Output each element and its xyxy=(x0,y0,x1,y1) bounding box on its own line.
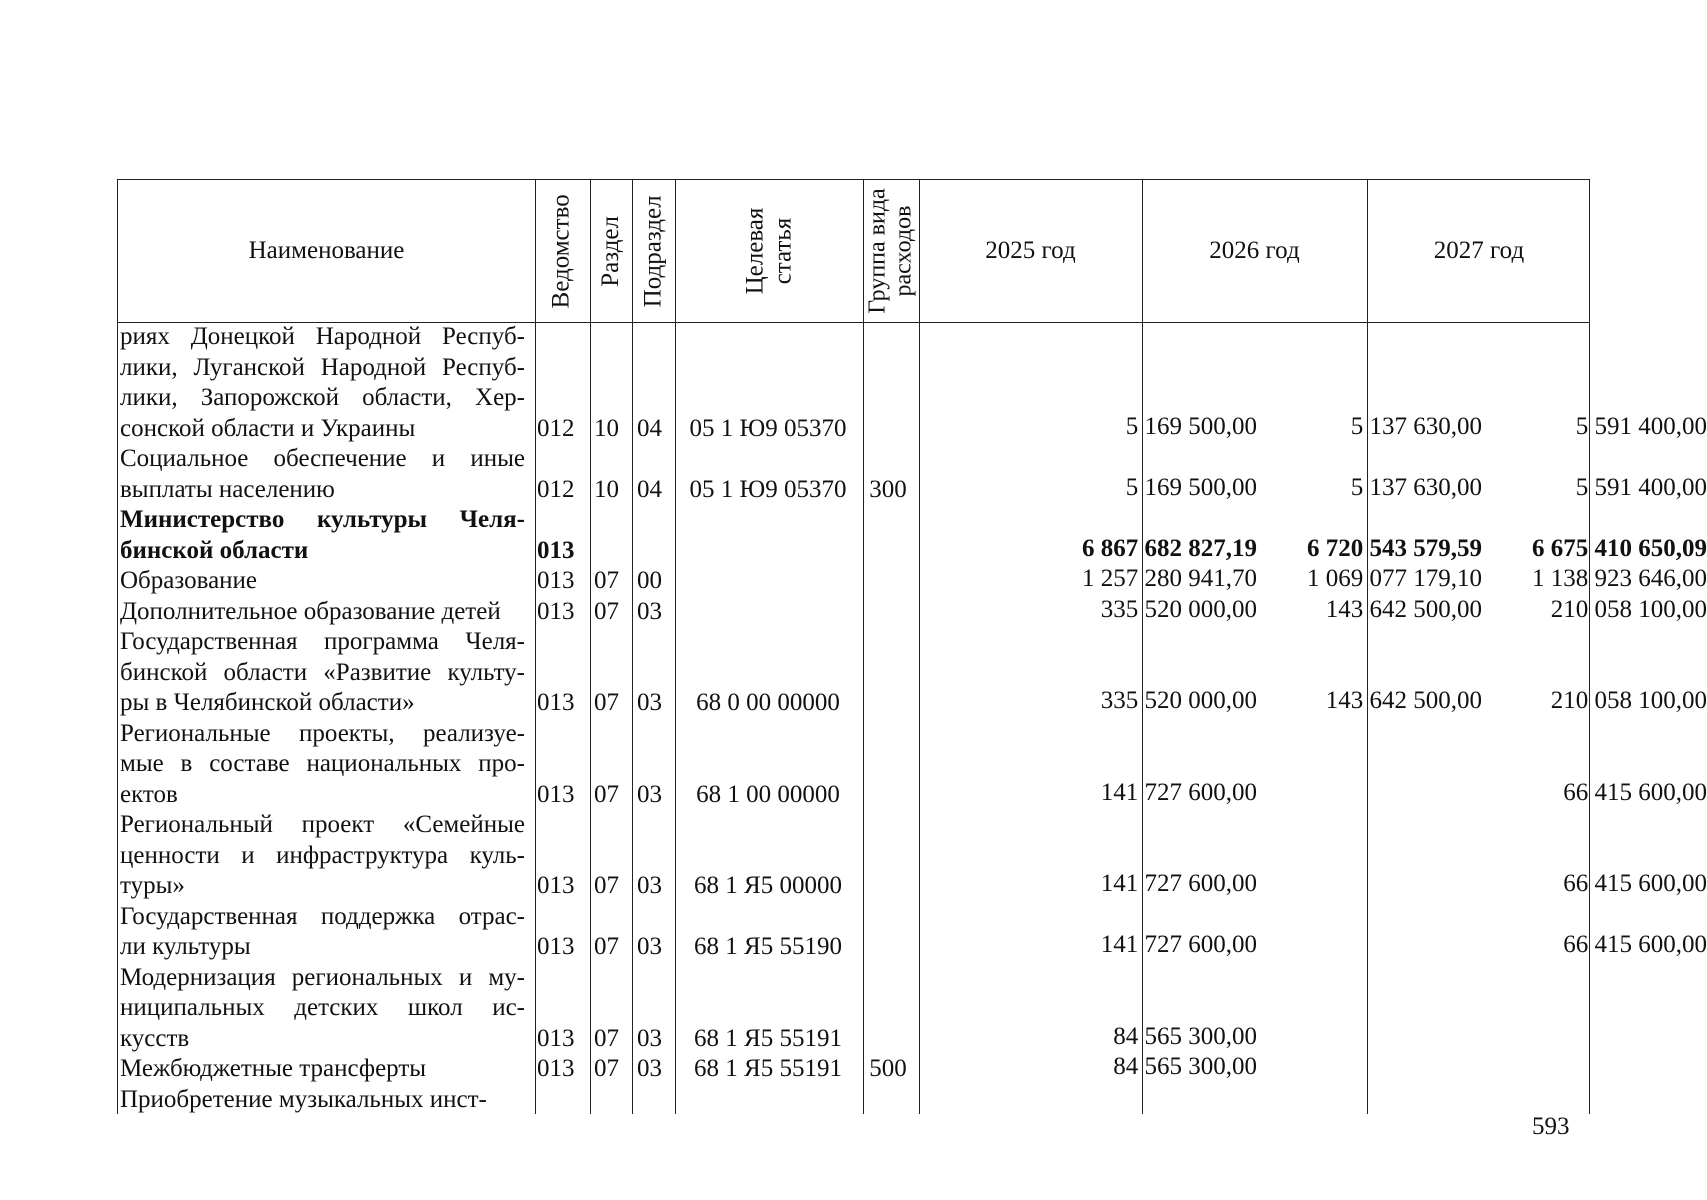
header-celevaya-line2: статья xyxy=(768,217,796,285)
row-ved: 013 xyxy=(537,1024,575,1052)
row-name xyxy=(120,902,525,963)
row-podrazdel: 03 xyxy=(637,597,662,625)
row-amount-2025: 5 169 500,00 xyxy=(1125,473,1257,501)
table-row xyxy=(118,1085,1591,1116)
row-ved: 012 xyxy=(537,414,575,442)
row-amount-2025: 84 565 300,00 xyxy=(1113,1022,1257,1050)
row-amount-2025: 6 867 682 827,19 xyxy=(1082,534,1257,562)
row-name-line: мые в составе национальных про- xyxy=(120,750,525,777)
row-name-line: ниципальных детских школ ис- xyxy=(120,994,525,1021)
row-celevaya: 68 1 Я5 00000 xyxy=(694,872,842,899)
header-ved-label: Ведомство xyxy=(548,193,576,309)
row-razdel: 07 xyxy=(594,1055,619,1082)
table-row xyxy=(118,565,1707,597)
row-name xyxy=(120,566,525,597)
row-name xyxy=(120,963,525,1055)
header-razdel xyxy=(590,180,632,322)
row-amount-2025: 335 520 000,00 xyxy=(1100,687,1257,714)
row-celevaya: 05 1 Ю9 05370 xyxy=(689,414,847,442)
row-razdel: 07 xyxy=(594,689,619,716)
row-ved: 013 xyxy=(537,933,575,960)
row-name-line: Образование xyxy=(120,567,258,594)
header-gruppa-line2: расходов xyxy=(891,205,917,297)
row-razdel: 10 xyxy=(594,414,619,442)
row-celevaya: 68 0 00 00000 xyxy=(696,689,840,716)
header-2027 xyxy=(1367,180,1591,322)
row-name-line: Дополнительное образование детей xyxy=(120,597,501,625)
row-name-line: выплаты населению xyxy=(120,475,335,503)
header-ved xyxy=(535,180,590,322)
row-name-line: Межбюджетные трансферты xyxy=(120,1055,427,1082)
row-amount-2027: 5 591 400,00 xyxy=(1575,412,1707,440)
row-amount-2026: 5 137 630,00 xyxy=(1350,412,1482,440)
row-name xyxy=(120,505,525,566)
row-name xyxy=(120,719,525,811)
row-podrazdel: 00 xyxy=(637,567,662,594)
table-row xyxy=(118,902,1707,963)
row-amount-2026: 5 137 630,00 xyxy=(1350,473,1482,501)
table-row xyxy=(118,810,1707,902)
header-2026 xyxy=(1142,180,1367,322)
row-amount-2027: 66 415 600,00 xyxy=(1563,870,1707,897)
row-podrazdel: 03 xyxy=(637,1024,662,1052)
row-gruppa: 300 xyxy=(869,475,907,503)
row-amount-2025: 141 727 600,00 xyxy=(1100,870,1257,897)
header-celevaya-label xyxy=(741,208,797,295)
row-razdel: 10 xyxy=(594,475,619,503)
row-name-line: Приобретение музыкальных инст- xyxy=(120,1085,487,1113)
row-ved: 013 xyxy=(537,536,575,564)
row-name-line: Региональные проекты, реализуе- xyxy=(120,719,525,747)
row-amount-2026: 6 720 543 579,59 xyxy=(1307,534,1482,562)
header-celevaya-line1: Целевая xyxy=(740,207,768,295)
row-gruppa: 500 xyxy=(869,1055,907,1082)
header-podrazdel-label: Подраздел xyxy=(639,195,667,307)
row-amount-2027: 66 415 600,00 xyxy=(1563,931,1707,958)
row-name-line: бинской области xyxy=(120,536,309,564)
row-amount-2025: 84 565 300,00 xyxy=(1113,1053,1257,1080)
row-name-line: лики, Запорожской области, Хер- xyxy=(120,384,525,411)
table-row xyxy=(118,963,1591,1055)
header-podrazdel xyxy=(632,180,675,322)
row-name xyxy=(120,810,525,902)
header-name xyxy=(118,180,535,322)
row-ved: 013 xyxy=(537,872,575,899)
row-celevaya: 68 1 Я5 55190 xyxy=(694,933,842,960)
header-gruppa-line1: Группа вида xyxy=(865,188,891,314)
row-celevaya: 68 1 Я5 55191 xyxy=(694,1024,842,1052)
header-gruppa-label xyxy=(865,188,917,313)
row-amount-2026: 1 069 077 179,10 xyxy=(1307,565,1482,592)
row-celevaya: 68 1 00 00000 xyxy=(696,780,840,808)
row-name-line: риях Донецкой Народной Респуб- xyxy=(120,323,525,350)
row-razdel: 07 xyxy=(594,872,619,899)
row-ved: 013 xyxy=(537,1055,575,1082)
row-ved: 013 xyxy=(537,689,575,716)
row-name xyxy=(120,627,525,719)
row-amount-2027: 210 058 100,00 xyxy=(1550,595,1707,623)
row-name-line: ектов xyxy=(120,780,178,808)
row-name-line: Социальное обеспечение и иные xyxy=(120,445,525,472)
row-name-line: Модернизация региональных и му- xyxy=(120,963,525,991)
row-amount-2025: 141 727 600,00 xyxy=(1100,778,1257,806)
table-row xyxy=(118,322,1707,444)
row-celevaya: 68 1 Я5 55191 xyxy=(694,1055,842,1082)
row-razdel: 07 xyxy=(594,567,619,594)
row-amount-2027: 210 058 100,00 xyxy=(1550,687,1707,714)
budget-table xyxy=(117,179,1707,1114)
row-amount-2027: 1 138 923 646,00 xyxy=(1532,565,1707,592)
row-name-line: туры» xyxy=(120,872,185,899)
row-podrazdel: 03 xyxy=(637,689,662,716)
row-podrazdel: 03 xyxy=(637,872,662,899)
row-celevaya: 05 1 Ю9 05370 xyxy=(689,475,847,503)
row-name xyxy=(120,597,525,628)
header-2026-label: 2026 год xyxy=(1209,236,1300,264)
row-podrazdel: 03 xyxy=(637,933,662,960)
row-name-line: ценности и инфраструктура куль- xyxy=(120,841,525,869)
header-gruppa xyxy=(863,180,919,322)
table-row xyxy=(118,1054,1591,1085)
row-ved: 013 xyxy=(537,597,575,625)
row-podrazdel: 03 xyxy=(637,1055,662,1082)
row-name-line: Региональный проект «Семейные xyxy=(120,811,525,838)
row-name-line: Государственная программа Челя- xyxy=(120,628,525,655)
row-amount-2027: 66 415 600,00 xyxy=(1563,778,1707,806)
row-podrazdel: 04 xyxy=(637,475,662,503)
header-2027-label: 2027 год xyxy=(1433,236,1525,264)
header-2025 xyxy=(919,180,1142,322)
table-row xyxy=(118,505,1707,566)
row-name xyxy=(120,1085,525,1116)
row-name-line: Государственная поддержка отрас- xyxy=(120,902,525,930)
row-razdel: 07 xyxy=(594,780,619,808)
row-amount-2027: 5 591 400,00 xyxy=(1575,473,1707,501)
row-name-line: Министерство культуры Челя- xyxy=(120,506,525,533)
row-razdel: 07 xyxy=(594,597,619,625)
row-amount-2026: 143 642 500,00 xyxy=(1325,687,1482,714)
row-amount-2025: 1 257 280 941,70 xyxy=(1082,565,1257,592)
row-razdel: 07 xyxy=(594,1024,619,1052)
row-name-line: ли культуры xyxy=(120,933,251,960)
table-row xyxy=(118,719,1707,811)
row-name-line: бинской области «Развитие культу- xyxy=(120,658,525,686)
row-amount-2027: 6 675 410 650,09 xyxy=(1532,534,1707,562)
row-name xyxy=(120,444,525,505)
row-ved: 013 xyxy=(537,567,575,594)
table-row xyxy=(118,444,1707,505)
header-2025-label: 2025 год xyxy=(985,236,1076,264)
header-celevaya xyxy=(675,180,863,322)
page-number: 593 xyxy=(1532,1113,1570,1140)
table-row xyxy=(118,595,1707,628)
row-podrazdel: 04 xyxy=(637,414,662,442)
table-row xyxy=(118,627,1707,719)
row-razdel: 07 xyxy=(594,933,619,960)
row-name-line: ры в Челябинской области» xyxy=(120,689,415,716)
row-name-line: кусств xyxy=(120,1024,190,1052)
row-amount-2025: 5 169 500,00 xyxy=(1125,412,1257,440)
row-name-line: сонской области и Украины xyxy=(120,414,416,442)
row-amount-2025: 141 727 600,00 xyxy=(1100,931,1257,958)
row-ved: 013 xyxy=(537,780,575,808)
row-ved: 012 xyxy=(537,475,575,503)
row-name xyxy=(120,1054,525,1085)
header-razdel-label: Раздел xyxy=(596,215,624,287)
row-amount-2025: 335 520 000,00 xyxy=(1100,595,1257,623)
row-name-line: лики, Луганской Народной Респуб- xyxy=(120,353,525,381)
row-amount-2026: 143 642 500,00 xyxy=(1325,595,1482,623)
row-name xyxy=(120,322,525,444)
row-podrazdel: 03 xyxy=(637,780,662,808)
header-name-label: Наименование xyxy=(248,236,405,264)
